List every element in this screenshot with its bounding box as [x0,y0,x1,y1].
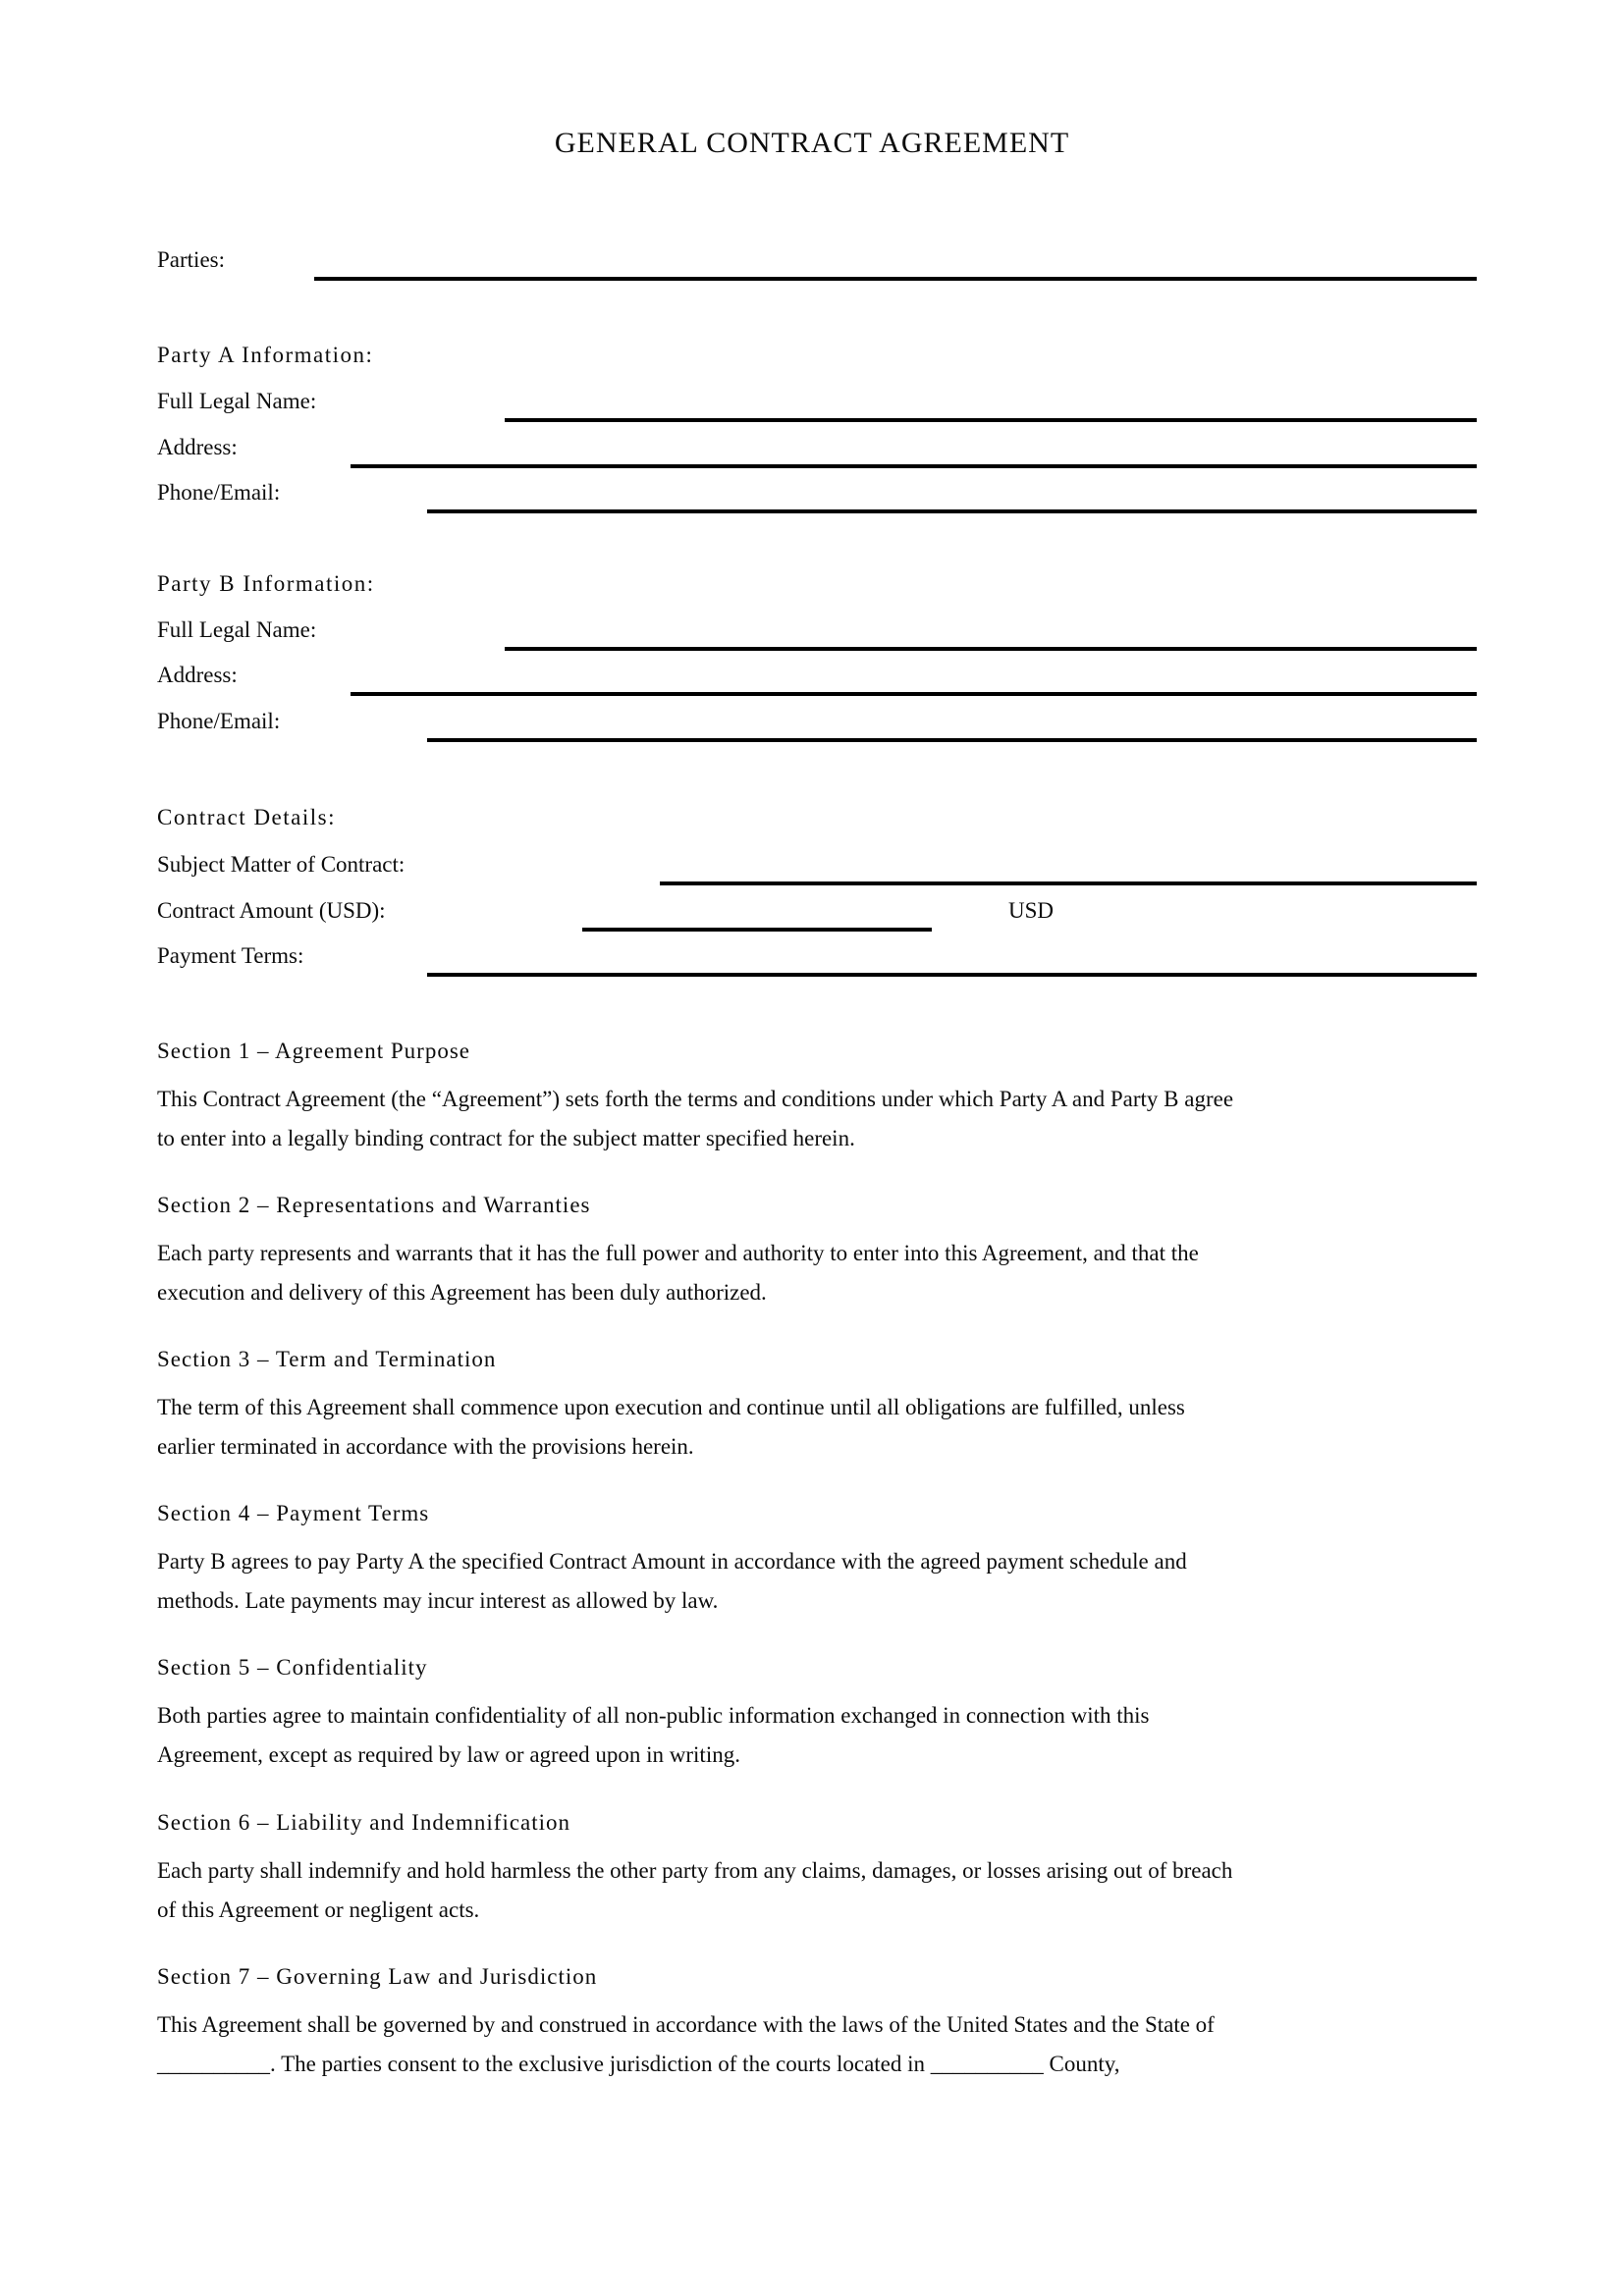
section-7-heading: Section 7 – Governing Law and Jurisdiction [157,1964,598,1989]
section-6-heading: Section 6 – Liability and Indemnification [157,1810,571,1835]
section-5-body-line-2: Agreement, except as required by law or agreed upon in writing. [157,1742,740,1767]
party-b-full-legal-name-input-line[interactable] [505,647,1477,651]
contract-details-heading: Contract Details: [157,805,336,829]
party-a-phone-email-input-line[interactable] [427,509,1477,513]
section-1-heading: Section 1 – Agreement Purpose [157,1039,471,1063]
section-1-body-line-2: to enter into a legally binding contract for the subject matter specified herein. [157,1126,855,1150]
party-b-phone-email-label: Phone/Email: [157,709,281,733]
party-a-phone-email-label: Phone/Email: [157,480,281,505]
party-a-full-legal-name-input-line[interactable] [505,418,1477,422]
section-7-body-line-1: This Agreement shall be governed by and construed in accordance with the laws of the United States and the State of [157,2012,1215,2037]
section-6 [157,1808,1477,1936]
section-3-body-line-1: The term of this Agreement shall commence upon execution and continue until all obligations are fulfilled, unless [157,1395,1185,1419]
section-2-body-line-1: Each party represents and warrants that it has the full power and authority to enter into this Agreement, and that the [157,1241,1199,1265]
section-3-heading: Section 3 – Term and Termination [157,1347,497,1371]
section-6-body-line-2: of this Agreement or negligent acts. [157,1897,480,1922]
section-7 [157,1962,1477,2090]
section-2-body-line-2: execution and delivery of this Agreement has been duly authorized. [157,1280,767,1305]
section-4-heading: Section 4 – Payment Terms [157,1501,430,1525]
party-a-address-input-line[interactable] [351,464,1477,468]
party-b-address-input-line[interactable] [351,692,1477,696]
party-b-heading: Party B Information: [157,571,375,596]
section-5-heading: Section 5 – Confidentiality [157,1655,428,1680]
section-4-body-line-1: Party B agrees to pay Party A the specified Contract Amount in accordance with the agreed payment schedule and [157,1549,1187,1574]
section-5-body-line-1: Both parties agree to maintain confidentiality of all non-public information exchanged in connection with this [157,1703,1150,1728]
section-1 [157,1037,1477,1164]
section-6-body-line-1: Each party shall indemnify and hold harmless the other party from any claims, damages, or losses arising out of breach [157,1858,1233,1883]
section-1-body-line-1: This Contract Agreement (the “Agreement”) sets forth the terms and conditions under which Party A and Party B agree [157,1087,1234,1111]
section-7-body-line-2: __________. The parties consent to the exclusive jurisdiction of the courts located in __________ County, [157,2052,1120,2076]
section-4 [157,1499,1477,1627]
contract-amount-label: Contract Amount (USD): [157,898,386,923]
payment-terms-input-line[interactable] [427,973,1477,977]
payment-terms-label: Payment Terms: [157,943,304,968]
section-2-heading: Section 2 – Representations and Warranties [157,1193,591,1217]
currency-label: USD [1008,898,1055,923]
section-3-body-line-2: earlier terminated in accordance with the provisions herein. [157,1434,694,1459]
subject-matter-label: Subject Matter of Contract: [157,852,406,877]
party-b-full-legal-name-label: Full Legal Name: [157,617,317,642]
page-title: GENERAL CONTRACT AGREEMENT [554,127,1070,159]
contract-amount-input-line[interactable] [582,928,932,932]
subject-matter-input-line[interactable] [660,881,1477,885]
parties-input-line[interactable] [314,277,1477,281]
section-5 [157,1653,1477,1781]
parties-label: Parties: [157,247,225,272]
section-4-body-line-2: methods. Late payments may incur interest as allowed by law. [157,1588,719,1613]
section-2 [157,1191,1477,1318]
party-a-address-label: Address: [157,435,238,459]
party-b-phone-email-input-line[interactable] [427,738,1477,742]
party-a-full-legal-name-label: Full Legal Name: [157,389,317,413]
party-b-address-label: Address: [157,663,238,687]
section-3 [157,1345,1477,1472]
party-a-heading: Party A Information: [157,343,374,367]
